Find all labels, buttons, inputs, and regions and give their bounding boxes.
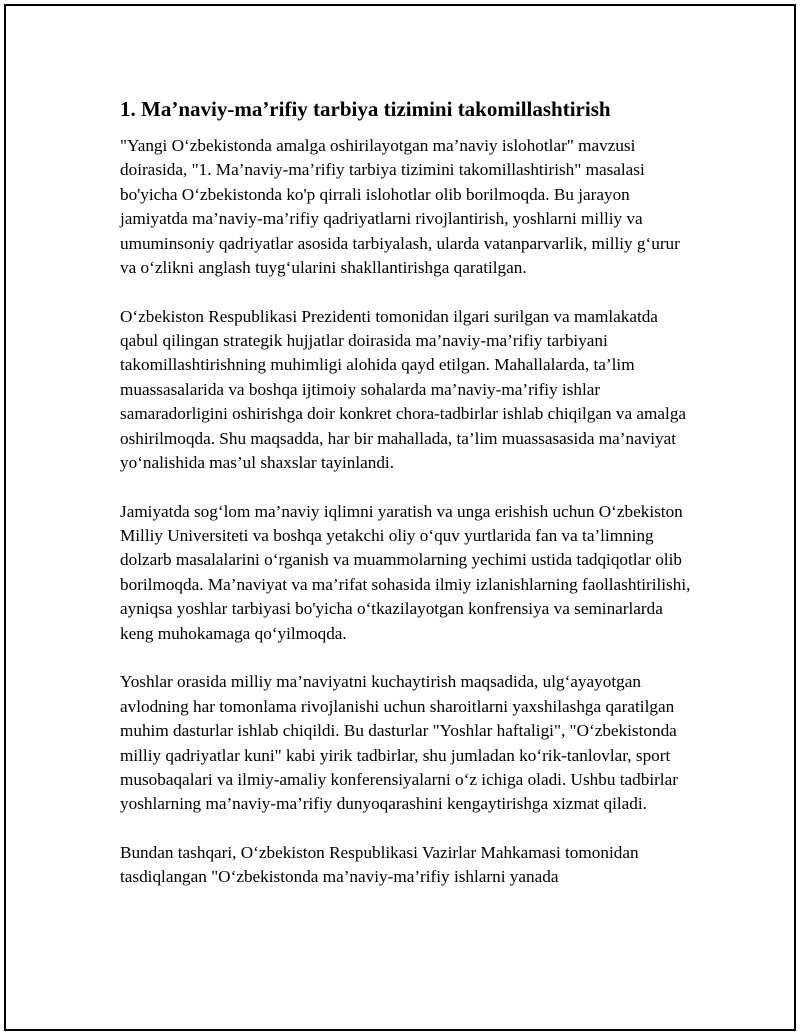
paragraph: Bundan tashqari, O‘zbekiston Respublikasi Vazirlar Mahkamasi tomonidan tasdiqlangan "O‘zbekistonda ma’naviy-ma’rifiy ishlarni yanada	[120, 842, 639, 887]
document-body	[120, 94, 700, 914]
document-page	[4, 4, 796, 1031]
paragraph: O‘zbekiston Respublikasi Prezidenti tomonidan ilgari surilgan va mamlakatda qabul qilingan strategik hujjatlar doirasida ma’naviy-ma’rifiy tarbiyani takomillashtirishning muhimligi alohida qayd etilgan. Mahallalarda, ta’lim muassasalarida va boshqa ijtimoiy sohalarda ma’naviy-ma’rifiy ishlar samaradorligini oshirishga doir konkret chora-tadbirlar ishlab chiqilgan va amalga oshirilmoqda. Shu maqsadda, har bir mahallada, ta’lim muassasasida ma’naviyat yo‘nalishida mas’ul shaxslar tayinlandi.	[120, 306, 687, 473]
paragraph: Jamiyatda sog‘lom ma’naviy iqlimni yaratish va unga erishish uchun O‘zbekiston Milliy Universiteti va boshqa yetakchi oliy o‘quv yurtlarida fan va ta’limning dolzarb masalalarini o‘rganish va muammolarning yechimi ustida tadqiqotlar olib borilmoqda. Ma’naviyat va ma’rifat sohasida ilmiy izlanishlarning faollashtirilishi, ayniqsa yoshlar tarbiyasi bo'yicha o‘tkazilayotgan konfrensiya va seminarlarda keng muhokamaga qo‘yilmoqda.	[120, 501, 691, 643]
paragraph: Yoshlar orasida milliy ma’naviyatni kuchaytirish maqsadida, ulg‘ayayotgan avlodning har tomonlama rivojlanishi uchun sharoitlarni yaxshilashga qaratilgan muhim dasturlar ishlab chiqildi. Bu dasturlar "Yoshlar haftaligi", "O‘zbekistonda milliy qadriyatlar kuni" kabi yirik tadbirlar, shu jumladan ko‘rik-tanlovlar, sport musobaqalari va ilmiy-amaliy konferensiyalarni o‘z ichiga oladi. Ushbu tadbirlar yoshlarning ma’naviy-ma’rifiy dunyoqarashini kengaytirishga xizmat qiladi.	[120, 672, 678, 814]
paragraph: "Yangi O‘zbekistonda amalga oshirilayotgan ma’naviy islohotlar" mavzusi doirasida, "1. Ma’naviy-ma’rifiy tarbiya tizimini takomillashtirish" masalasi bo'yicha O‘zbekistonda ko'p qirrali islohotlar olib borilmoqda. Bu jarayon jamiyatda ma’naviy-ma’rifiy qadriyatlarni rivojlantirish, yoshlarni milliy va umuminsoniy qadriyatlar asosida tarbiyalash, ularda vatanparvarlik, milliy g‘urur va o‘zlikni anglash tuyg‘ularini shakllantirishga qaratilgan.	[120, 136, 680, 278]
section-heading: 1. Ma’naviy-ma’rifiy tarbiya tizimini takomillashtirish	[120, 97, 611, 121]
